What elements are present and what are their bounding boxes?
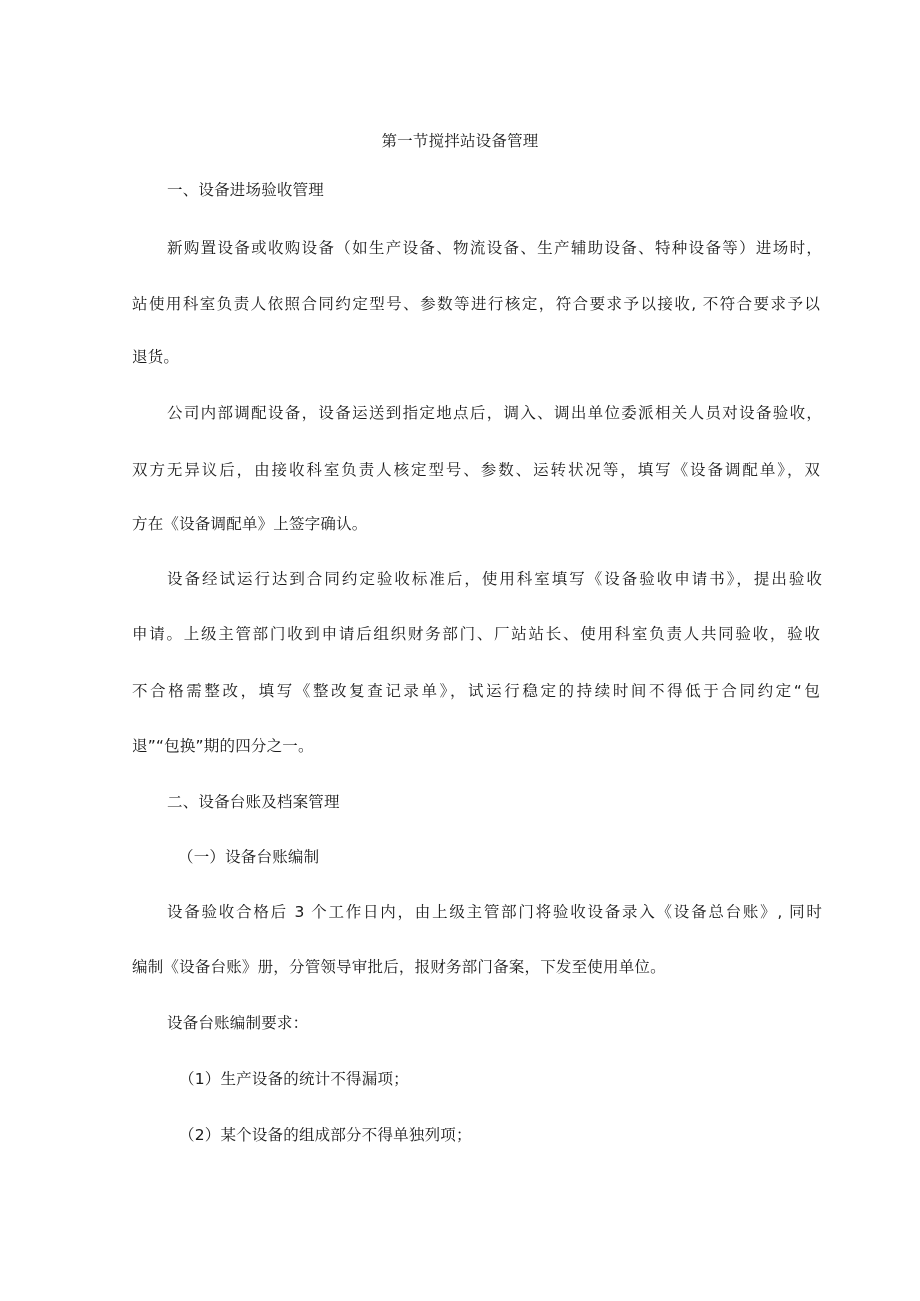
paragraph-4-line-1: 设备验收合格后 3 个工作日内，由上级主管部门将验收设备录入《设备总台账》, 同时	[167, 903, 822, 921]
paragraph-1-line-1: 新购置设备或收购设备（如生产设备、物流设备、生产辅助设备、特种设备等）进场时，	[167, 239, 822, 257]
paragraph-3-line-2: 申请。上级主管部门收到申请后组织财务部门、厂站站长、使用科室负责人共同验收，验收	[132, 625, 820, 643]
paragraph-2-line-3: 方在《设备调配单》上签字确认。	[132, 515, 368, 533]
section-heading-1: 一、设备进场验收管理	[167, 181, 325, 199]
subsection-heading-1: （一）设备台账编制	[178, 848, 320, 866]
paragraph-1-line-2: 站使用科室负责人依照合同约定型号、参数等进行核定，符合要求予以接收, 不符合要求予以	[132, 295, 820, 313]
paragraph-1-line-3: 退货。	[132, 348, 180, 366]
page-title: 第一节搅拌站设备管理	[381, 132, 539, 150]
section-heading-2: 二、设备台账及档案管理	[167, 793, 340, 811]
paragraph-3-line-3: 不合格需整改，填写《整改复查记录单》，试运行稳定的持续时间不得低于合同约定“包	[132, 682, 820, 700]
paragraph-2-line-1: 公司内部调配设备，设备运送到指定地点后，调入、调出单位委派相关人员对设备验收，	[167, 404, 822, 422]
paragraph-3-line-1: 设备经试运行达到合同约定验收标准后，使用科室填写《设备验收申请书》，提出验收	[167, 570, 822, 588]
paragraph-3-line-4: 退”“包换”期的四分之一。	[132, 737, 314, 755]
paragraph-2-line-2: 双方无异议后，由接收科室负责人核定型号、参数、运转状况等，填写《设备调配单》，双	[132, 461, 820, 479]
requirements-heading: 设备台账编制要求：	[167, 1014, 309, 1032]
paragraph-4-line-2: 编制《设备台账》册，分管领导审批后，报财务部门备案，下发至使用单位。	[132, 958, 666, 976]
requirement-item-1: （1）生产设备的统计不得漏项；	[179, 1070, 409, 1088]
requirement-item-2: （2）某个设备的组成部分不得单独列项；	[179, 1126, 472, 1144]
